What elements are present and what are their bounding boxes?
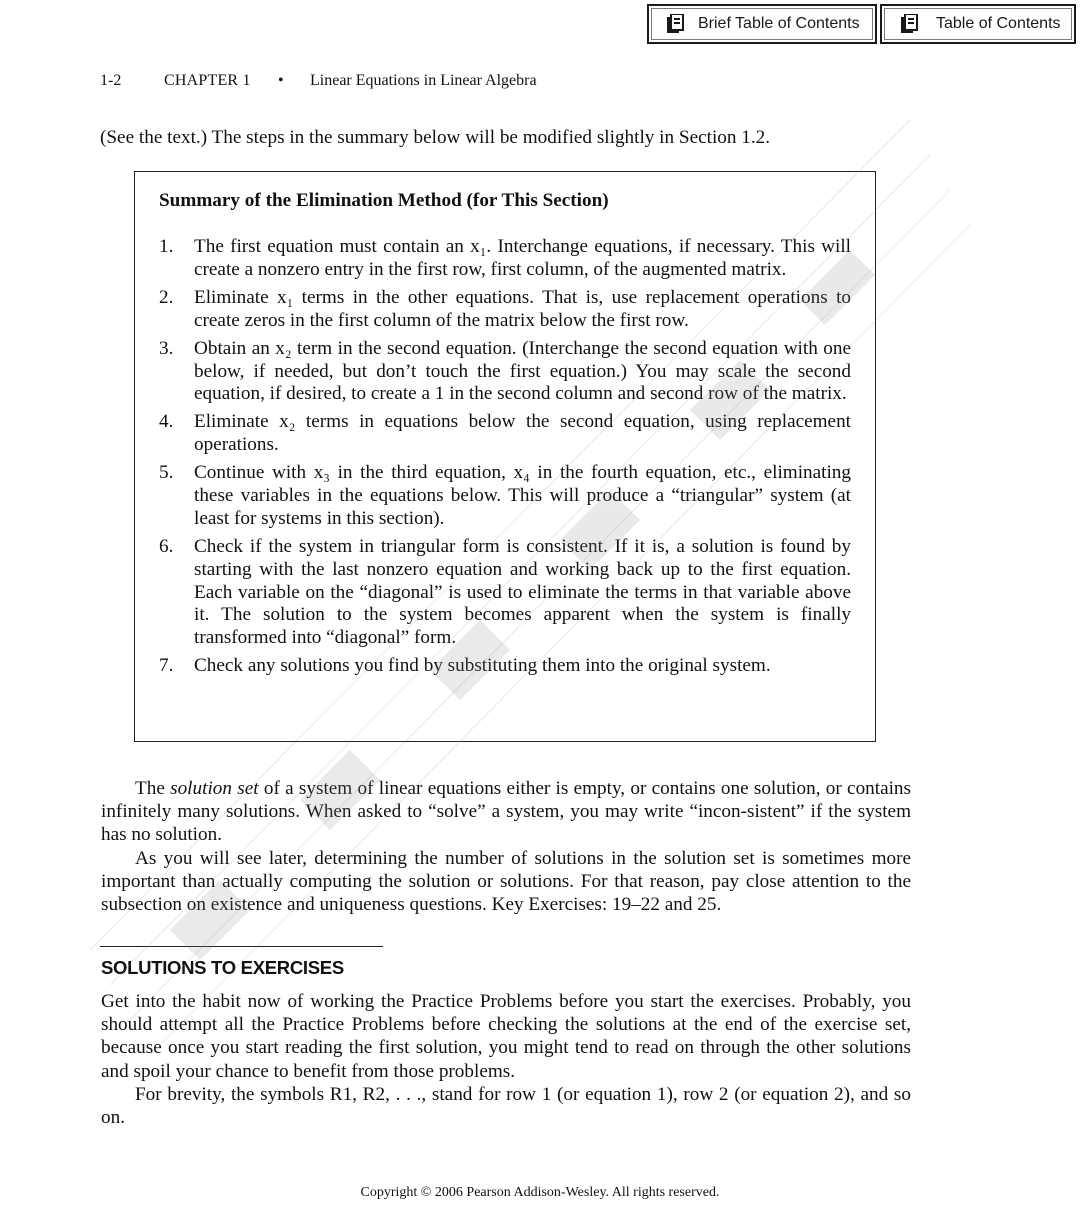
summary-step [159, 655, 851, 678]
step-text: Check any solutions you find by substituting them into the original system. [194, 655, 771, 677]
summary-title: Summary of the Elimination Method (for This Section) [159, 190, 609, 211]
solution-set-rest: of a system of linear equations either is empty, or contains one solution, or contains infinitely many solutions. When asked to “solve” a system, you may write “incon-sistent” if the system has no solution. [101, 778, 911, 846]
step-text: The first equation must contain an x₁. Interchange equations, if necessary. This will create a nonzero entry in the first row, first column, of the augmented matrix. [194, 236, 851, 280]
step-text: Obtain an x₂ term in the second equation. (Interchange the second equation with one below, if needed, but don’t touch the first equation.) You may scale the second equation, if desired, to create a 1 in the second column and second row of the matrix. [194, 337, 851, 405]
solution-set-lead: The [135, 778, 171, 799]
solution-set-section [101, 777, 911, 916]
copyright-footer: Copyright © 2006 Pearson Addison-Wesley. All rights reserved. [360, 1185, 720, 1200]
table-of-contents-button[interactable] [880, 4, 1076, 44]
chapter-label: CHAPTER 1 [164, 72, 251, 89]
later-paragraph: As you will see later, determining the number of solutions in the solution set is sometimes more important than actually computing the solution or solutions. For that reason, pay close attention to the subsection on existence and uniqueness questions. Key Exercises: 19–22 and 25. [101, 847, 911, 916]
step-text: Eliminate x₂ terms in equations below the second equation, using replacement operations. [194, 411, 851, 456]
summary-step [159, 338, 851, 406]
summary-step [159, 287, 851, 333]
step-number: 1. [159, 236, 174, 257]
step-text: Eliminate x₁ terms in the other equations. That is, use replacement operations to create zeros in the first column of the matrix below the first row. [194, 286, 851, 331]
summary-step [159, 411, 851, 457]
intro-line: (See the text.) The steps in the summary below will be modified slightly in Section 1.2. [100, 127, 771, 148]
step-number: 6. [159, 536, 174, 558]
summary-step [159, 236, 851, 282]
book-icon [900, 14, 920, 34]
habit-paragraph: Get into the habit now of working the Practice Problems before you start the exercises. Probably, you should attempt all the Practice Problems before checking the solutions at the end of the exercise set, because once you start reading the first solution, you might tend to read on through the other solutions and spoil your chance to benefit from those problems. [101, 991, 911, 1082]
summary-steps [159, 236, 851, 683]
summary-step [159, 536, 851, 650]
step-number: 3. [159, 337, 174, 359]
header-separator: • [278, 72, 284, 89]
summary-box [134, 171, 876, 742]
chapter-title: Linear Equations in Linear Algebra [310, 72, 537, 89]
step-text: Check if the system in triangular form is consistent. If it is, a solution is found by starting with the last nonzero equation and working back up to the first equation. Each variable on the “diagonal” is used to eliminate the terms in that variable above it. The solution to the system becomes apparent when the system is finally transformed into “diagonal” form. [194, 536, 851, 649]
step-number: 7. [159, 655, 174, 677]
brevity-paragraph: For brevity, the symbols R1, R2, . . ., stand for row 1 (or equation 1), row 2 (or equation 2), and so on. [101, 1083, 911, 1129]
step-text: Continue with x₃ in the third equation, x₄ in the fourth equation, etc., eliminating these variables in the equations below. This will produce a “triangular” system (at least for systems in this section). [194, 462, 851, 529]
step-number: 4. [159, 411, 174, 433]
brief-table-of-contents-button[interactable] [647, 4, 877, 44]
summary-step [159, 462, 851, 530]
section-rule [100, 946, 383, 947]
solution-set-paragraph [101, 777, 911, 847]
book-icon [666, 14, 686, 34]
table-of-contents-label: Table of Contents [936, 15, 1061, 32]
page-number: 1-2 [100, 72, 122, 89]
exercises-section [101, 990, 911, 1129]
solution-set-term: solution set [170, 778, 259, 799]
step-number: 5. [159, 462, 174, 484]
brief-table-of-contents-label: Brief Table of Contents [698, 15, 860, 32]
step-number: 2. [159, 286, 174, 308]
section-heading: SOLUTIONS TO EXERCISES [101, 957, 344, 978]
